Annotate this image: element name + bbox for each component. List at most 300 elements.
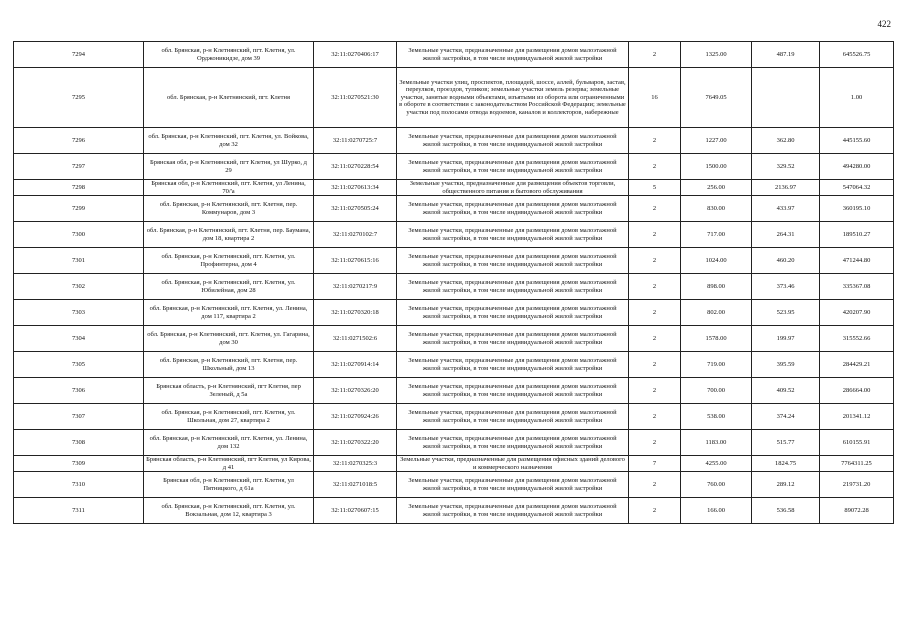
cell-cadastral-value-text: 494280.00	[842, 162, 871, 170]
cell-cadastral-value	[820, 248, 894, 274]
cell-area-text: 719.00	[707, 360, 725, 368]
cell-address	[144, 326, 314, 352]
cell-use-group	[629, 196, 681, 222]
cell-cadastral-number	[314, 248, 397, 274]
cell-permitted-use	[397, 180, 629, 196]
cell-cadastral-value	[820, 378, 894, 404]
cell-area-text: 4255.00	[705, 459, 727, 467]
cell-use-group-text: 5	[652, 183, 657, 191]
cell-area	[681, 498, 752, 524]
cell-record-number-text: 7296	[72, 136, 85, 144]
table-body	[14, 42, 894, 524]
cell-cadastral-number	[314, 68, 397, 128]
cell-address	[144, 154, 314, 180]
cell-use-group-text: 2	[652, 256, 657, 264]
cell-record-number-text: 7297	[72, 162, 85, 170]
cell-permitted-use	[397, 274, 629, 300]
cell-cadastral-number-text: 32:11:0271018:5	[332, 480, 378, 488]
cell-permitted-use-text: Земельные участки, предназначенные для размещения домов малоэтажной жилой застройки, в том числе индивидуальной жилой застройки	[408, 305, 617, 320]
cell-specific-value	[752, 68, 820, 128]
cell-cadastral-number	[314, 128, 397, 154]
cell-record-number-text: 7306	[72, 386, 85, 394]
cell-specific-value-text: 373.46	[776, 282, 795, 290]
cell-area-text: 1578.00	[705, 334, 727, 342]
cell-record-number-text: 7311	[72, 506, 85, 514]
table-row	[14, 300, 894, 326]
cell-use-group-text: 2	[652, 136, 657, 144]
cell-permitted-use	[397, 472, 629, 498]
cell-address	[144, 128, 314, 154]
cell-permitted-use-text: Земельные участки, предназначенные для размещения домов малоэтажной жилой застройки, в том числе индивидуальной жилой застройки	[408, 435, 617, 450]
cell-cadastral-value-text: 610155.91	[842, 438, 871, 446]
cell-area	[681, 248, 752, 274]
cell-area	[681, 378, 752, 404]
cell-permitted-use-text: Земельные участки, предназначенные для размещения домов малоэтажной жилой застройки, в том числе индивидуальной жилой застройки	[408, 279, 617, 294]
cell-permitted-use-text: Земельные участки, предназначенные для размещения домов малоэтажной жилой застройки, в том числе индивидуальной жилой застройки	[408, 47, 617, 62]
cell-record-number	[14, 404, 144, 430]
cell-cadastral-value-text: 286664.00	[842, 386, 871, 394]
cell-use-group-text: 2	[652, 162, 657, 170]
cell-specific-value	[752, 326, 820, 352]
cell-use-group	[629, 42, 681, 68]
cell-use-group	[629, 222, 681, 248]
cell-address	[144, 430, 314, 456]
cell-address-text: обл. Брянская, р-н Клетнянский, пгт. Клетня, ул. Юбилейная, дом 28	[161, 279, 296, 294]
cell-address	[144, 456, 314, 472]
cell-use-group-text: 2	[652, 386, 657, 394]
cell-specific-value-text: 289.12	[776, 480, 795, 488]
cell-permitted-use-text: Земельные участки, предназначенные для размещения домов малоэтажной жилой застройки, в том числе индивидуальной жилой застройки	[408, 383, 617, 398]
cell-permitted-use-text: Земельные участки, предназначенные для размещения объектов торговли, общественного питания и бытового обслуживания	[409, 180, 616, 195]
cell-specific-value-text: 264.31	[776, 230, 795, 238]
cell-cadastral-number	[314, 274, 397, 300]
cell-cadastral-value	[820, 456, 894, 472]
cell-permitted-use	[397, 248, 629, 274]
cell-specific-value-text: 515.77	[776, 438, 795, 446]
cell-record-number-text: 7307	[72, 412, 85, 420]
table-row	[14, 326, 894, 352]
cell-address-text: обл. Брянская, р-н Клетнянский, пгт. Клетня	[167, 93, 290, 101]
cell-area	[681, 300, 752, 326]
cell-area	[681, 326, 752, 352]
table-row	[14, 222, 894, 248]
cell-area	[681, 352, 752, 378]
cell-area	[681, 128, 752, 154]
cell-address	[144, 68, 314, 128]
cell-cadastral-number-text: 32:11:0270521:30	[331, 93, 379, 101]
cell-record-number	[14, 180, 144, 196]
cell-record-number-text: 7308	[72, 438, 85, 446]
cell-cadastral-value-text: 645526.75	[842, 50, 871, 58]
page-number: 422	[877, 19, 891, 29]
cell-address-text: обл. Брянская, р-н Клетнянский, пгт. Клетня, ул. Орджоникидзе, дом 39	[161, 47, 296, 62]
cell-specific-value	[752, 472, 820, 498]
cell-cadastral-value	[820, 472, 894, 498]
cell-area-text: 1183.00	[705, 438, 727, 446]
cell-use-group-text: 2	[652, 480, 657, 488]
cell-cadastral-number-text: 32:11:0270102:7	[332, 230, 378, 238]
cell-use-group	[629, 128, 681, 154]
cell-cadastral-number-text: 32:11:0270505:24	[331, 204, 379, 212]
cell-area	[681, 456, 752, 472]
cell-area-text: 1325.00	[705, 50, 727, 58]
cell-specific-value	[752, 300, 820, 326]
cell-use-group-text: 2	[652, 438, 657, 446]
cell-cadastral-number	[314, 404, 397, 430]
cell-address-text: Брянская область, р-н Клетнянский, пгт Клетня, пер Зеленый, д 5а	[156, 383, 301, 398]
cell-record-number	[14, 498, 144, 524]
cell-address-text: обл. Брянская, р-н Клетнянский, пгт. Клетня, ул. Школьная, дом 27, квартира 2	[161, 409, 296, 424]
cell-record-number	[14, 378, 144, 404]
cell-permitted-use-text: Земельные участки, предназначенные для размещения офисных зданий делового и коммерческого назначения	[400, 456, 625, 471]
cell-record-number	[14, 472, 144, 498]
cell-permitted-use	[397, 68, 629, 128]
cell-permitted-use-text: Земельные участки, предназначенные для размещения домов малоэтажной жилой застройки, в том числе индивидуальной жилой застройки	[408, 253, 617, 268]
cell-address	[144, 274, 314, 300]
cell-use-group-text: 2	[652, 230, 657, 238]
cell-record-number-text: 7310	[72, 480, 85, 488]
cell-record-number-text: 7304	[72, 334, 85, 342]
table-row	[14, 196, 894, 222]
cell-use-group-text: 2	[652, 282, 657, 290]
cell-record-number	[14, 68, 144, 128]
cell-use-group	[629, 300, 681, 326]
cell-permitted-use-text: Земельные участки, предназначенные для размещения домов малоэтажной жилой застройки, в том числе индивидуальной жилой застройки	[408, 227, 617, 242]
cell-permitted-use	[397, 222, 629, 248]
cell-specific-value-text: 433.97	[776, 204, 795, 212]
cell-specific-value-text: 395.59	[776, 360, 795, 368]
cell-cadastral-number-text: 32:11:0270217:9	[332, 282, 378, 290]
cell-cadastral-value	[820, 430, 894, 456]
cell-cadastral-value-text: 7764311.25	[841, 459, 872, 467]
cell-cadastral-number	[314, 196, 397, 222]
cell-cadastral-number-text: 32:11:0271502:6	[332, 334, 378, 342]
cell-cadastral-number-text: 32:11:0270725:7	[332, 136, 378, 144]
cell-address	[144, 378, 314, 404]
cell-area	[681, 68, 752, 128]
cell-address-text: обл. Брянская, р-н Клетнянский, пгт. Клетня, пер. Школьный, дом 13	[159, 357, 298, 372]
table-row	[14, 352, 894, 378]
cell-address-text: обл. Брянская, р-н Клетнянский, пгт. Клетня, ул. Войкова, дом 32	[148, 133, 309, 148]
cell-cadastral-number-text: 32:11:0270322:20	[331, 438, 379, 446]
cell-specific-value	[752, 404, 820, 430]
cell-area-text: 898.00	[707, 282, 725, 290]
cell-cadastral-number	[314, 472, 397, 498]
cell-cadastral-number	[314, 430, 397, 456]
cell-address	[144, 472, 314, 498]
cell-area	[681, 430, 752, 456]
cell-record-number-text: 7303	[72, 308, 85, 316]
cell-cadastral-number-text: 32:11:0270615:16	[331, 256, 379, 264]
cell-use-group	[629, 154, 681, 180]
cell-area-text: 256.00	[707, 183, 725, 191]
cell-specific-value-text: 536.58	[776, 506, 795, 514]
cell-area-text: 7649.05	[705, 93, 727, 101]
cell-address	[144, 42, 314, 68]
cell-area	[681, 222, 752, 248]
cell-record-number-text: 7302	[72, 282, 85, 290]
cell-cadastral-number	[314, 352, 397, 378]
cell-address	[144, 248, 314, 274]
cell-specific-value	[752, 128, 820, 154]
cell-area	[681, 274, 752, 300]
cell-cadastral-value-text: 471244.80	[842, 256, 871, 264]
cell-record-number	[14, 196, 144, 222]
cell-cadastral-value-text: 189510.27	[842, 230, 871, 238]
cell-specific-value-text: 460.20	[776, 256, 795, 264]
cell-address-text: обл. Брянская, р-н Клетнянский, пгт. Клетня, пер. Коммунаров, дом 3	[159, 201, 298, 216]
cell-record-number	[14, 352, 144, 378]
cell-cadastral-value-text: 1.00	[850, 93, 863, 101]
cell-record-number	[14, 456, 144, 472]
cell-specific-value	[752, 180, 820, 196]
cell-address-text: обл. Брянская, р-н Клетнянский, пгт. Клетня, ул. Ленина, дом 117, квартира 2	[149, 305, 308, 320]
cell-specific-value	[752, 222, 820, 248]
cell-use-group-text: 2	[652, 334, 657, 342]
cell-specific-value	[752, 154, 820, 180]
cell-cadastral-value	[820, 68, 894, 128]
cell-specific-value	[752, 378, 820, 404]
cell-address-text: обл. Брянская, р-н Клетнянский, пгт. Клетня, ул. Ленина, дом 132	[149, 435, 308, 450]
cell-permitted-use-text: Земельные участки, предназначенные для размещения домов малоэтажной жилой застройки, в том числе индивидуальной жилой застройки	[408, 357, 617, 372]
cell-address-text: обл. Брянская, р-н Клетнянский, пгт. Клетня, ул. Гагарина, дом 30	[147, 331, 310, 346]
cell-area-text: 802.00	[707, 308, 725, 316]
cell-record-number	[14, 300, 144, 326]
cell-permitted-use	[397, 404, 629, 430]
table-row	[14, 42, 894, 68]
cell-permitted-use	[397, 456, 629, 472]
cell-specific-value-text: 329.52	[776, 162, 795, 170]
cell-use-group	[629, 68, 681, 128]
cell-area-text: 760.00	[707, 480, 725, 488]
table-row	[14, 472, 894, 498]
cell-address	[144, 222, 314, 248]
cell-area-text: 700.00	[707, 386, 725, 394]
cell-specific-value-text: 409.52	[776, 386, 795, 394]
table-row	[14, 68, 894, 128]
cell-use-group-text: 2	[652, 308, 657, 316]
cell-use-group	[629, 378, 681, 404]
cell-record-number-text: 7295	[72, 93, 85, 101]
cell-use-group-text: 16	[651, 93, 658, 101]
cell-cadastral-value-text: 201341.12	[842, 412, 871, 420]
cell-use-group	[629, 498, 681, 524]
cell-area-text: 1227.00	[705, 136, 727, 144]
cell-address	[144, 196, 314, 222]
cell-record-number	[14, 274, 144, 300]
cell-area	[681, 180, 752, 196]
cell-use-group	[629, 456, 681, 472]
cell-permitted-use-text: Земельные участки, предназначенные для размещения домов малоэтажной жилой застройки, в том числе индивидуальной жилой застройки	[408, 477, 617, 492]
cell-record-number-text: 7301	[72, 256, 85, 264]
cell-specific-value-text: 487.19	[776, 50, 795, 58]
cell-area	[681, 472, 752, 498]
cell-cadastral-value	[820, 326, 894, 352]
cell-specific-value-text: 1824.75	[774, 459, 797, 467]
cell-specific-value-text: 2136.97	[774, 183, 797, 191]
cell-address-text: Брянская обл, р-н Клетнянский, пгт. Клетня, ул Ленина, 70/'а	[151, 180, 306, 195]
cell-specific-value	[752, 248, 820, 274]
cell-cadastral-number-text: 32:11:0270914:14	[331, 360, 379, 368]
cell-use-group-text: 2	[652, 50, 657, 58]
cell-area	[681, 154, 752, 180]
cell-permitted-use-text: Земельные участки, предназначенные для размещения домов малоэтажной жилой застройки, в том числе индивидуальной жилой застройки	[408, 331, 617, 346]
cell-address-text: Брянская обл, р-н Клетнянский, пгт Клетня, ул Шурко, д 29	[150, 159, 307, 174]
cell-permitted-use	[397, 154, 629, 180]
cell-specific-value-text: 523.95	[776, 308, 795, 316]
cell-area	[681, 196, 752, 222]
cell-record-number-text: 7294	[72, 50, 85, 58]
cell-specific-value	[752, 352, 820, 378]
cell-cadastral-value	[820, 404, 894, 430]
cell-use-group-text: 7	[652, 459, 657, 467]
cell-area-text: 1024.00	[705, 256, 727, 264]
cadastral-value-table	[13, 41, 894, 524]
cell-record-number-text: 7298	[72, 183, 85, 191]
cell-cadastral-value	[820, 498, 894, 524]
cell-permitted-use-text: Земельные участки, предназначенные для размещения домов малоэтажной жилой застройки, в том числе индивидуальной жилой застройки	[408, 133, 617, 148]
cell-cadastral-number-text: 32:11:0270607:15	[331, 506, 379, 514]
cell-record-number	[14, 326, 144, 352]
table-row	[14, 274, 894, 300]
cell-cadastral-number	[314, 378, 397, 404]
cell-address	[144, 498, 314, 524]
cell-specific-value-text: 374.24	[776, 412, 795, 420]
cell-cadastral-value	[820, 222, 894, 248]
cell-use-group	[629, 430, 681, 456]
cell-area-text: 166.00	[707, 506, 725, 514]
cell-cadastral-value-text: 547064.32	[842, 183, 871, 191]
cell-cadastral-value	[820, 42, 894, 68]
cell-address	[144, 300, 314, 326]
table-row	[14, 378, 894, 404]
cell-permitted-use	[397, 378, 629, 404]
cell-record-number	[14, 248, 144, 274]
cell-permitted-use	[397, 42, 629, 68]
cell-area	[681, 404, 752, 430]
cell-record-number-text: 7305	[72, 360, 85, 368]
cell-specific-value	[752, 498, 820, 524]
cell-address-text: обл. Брянская, р-н Клетнянский, пгт. Клетня, пер. Баумана, дом 18, квартира 2	[146, 227, 311, 242]
cell-record-number	[14, 128, 144, 154]
cell-cadastral-number	[314, 154, 397, 180]
table-row	[14, 404, 894, 430]
cell-permitted-use	[397, 326, 629, 352]
table-row	[14, 180, 894, 196]
table-row	[14, 248, 894, 274]
cell-use-group	[629, 326, 681, 352]
table-row	[14, 456, 894, 472]
cell-cadastral-number	[314, 300, 397, 326]
cell-permitted-use	[397, 196, 629, 222]
cell-record-number	[14, 222, 144, 248]
cell-address-text: обл. Брянская, р-н Клетнянский, пгт. Клетня, ул. Профинтерна, дом 4	[161, 253, 296, 268]
table-row	[14, 154, 894, 180]
cell-cadastral-number	[314, 456, 397, 472]
cell-record-number	[14, 154, 144, 180]
cell-record-number	[14, 42, 144, 68]
cell-area	[681, 42, 752, 68]
cell-cadastral-number	[314, 180, 397, 196]
cell-cadastral-value	[820, 128, 894, 154]
cell-cadastral-value	[820, 196, 894, 222]
cell-use-group-text: 2	[652, 412, 657, 420]
cell-area-text: 1500.00	[705, 162, 727, 170]
cell-cadastral-value-text: 219731.20	[842, 480, 871, 488]
cell-cadastral-number	[314, 222, 397, 248]
cell-cadastral-number-text: 32:11:0270924:26	[331, 412, 379, 420]
cell-cadastral-number-text: 32:11:0270228:54	[331, 162, 379, 170]
cell-cadastral-value-text: 420207.90	[842, 308, 871, 316]
cell-cadastral-value-text: 335367.08	[842, 282, 871, 290]
cell-cadastral-value-text: 445155.60	[842, 136, 871, 144]
cell-specific-value	[752, 196, 820, 222]
cell-cadastral-value	[820, 154, 894, 180]
cell-permitted-use-text: Земельные участки улиц, проспектов, площадей, шоссе, аллей, бульваров, застав, переулков, проездов, тупиков; земельные участки земель резерва; земельные участки, занятые водными объектами, изъятыми из оборота или ограниченными в обороте в соответствии с законодательством Российской Федерации; земельные участки под полосами отвода водоемов, каналов и коллекторов, набережные	[399, 78, 626, 116]
cell-permitted-use-text: Земельные участки, предназначенные для размещения домов малоэтажной жилой застройки, в том числе индивидуальной жилой застройки	[408, 503, 617, 518]
cell-use-group	[629, 180, 681, 196]
cell-specific-value-text: 199.97	[776, 334, 795, 342]
cell-cadastral-number	[314, 326, 397, 352]
cell-use-group	[629, 352, 681, 378]
cell-cadastral-number	[314, 498, 397, 524]
cell-permitted-use	[397, 498, 629, 524]
cell-record-number-text: 7299	[72, 204, 85, 212]
table-row	[14, 128, 894, 154]
cell-cadastral-number-text: 32:11:0270325:3	[332, 459, 378, 467]
cell-cadastral-value	[820, 352, 894, 378]
cell-specific-value	[752, 274, 820, 300]
cell-area-text: 538.00	[707, 412, 725, 420]
cell-use-group	[629, 472, 681, 498]
cell-area-text: 717.00	[707, 230, 725, 238]
cell-address	[144, 180, 314, 196]
cell-specific-value	[752, 430, 820, 456]
cell-cadastral-number-text: 32:11:0270320:18	[331, 308, 379, 316]
cell-record-number-text: 7309	[72, 459, 85, 467]
cell-specific-value	[752, 456, 820, 472]
cell-area-text: 830.00	[707, 204, 725, 212]
cell-use-group-text: 2	[652, 204, 657, 212]
cell-permitted-use-text: Земельные участки, предназначенные для размещения домов малоэтажной жилой застройки, в том числе индивидуальной жилой застройки	[408, 159, 617, 174]
cell-cadastral-number	[314, 42, 397, 68]
cell-address	[144, 404, 314, 430]
cell-use-group	[629, 274, 681, 300]
cell-permitted-use	[397, 128, 629, 154]
cell-cadastral-value	[820, 274, 894, 300]
cell-address	[144, 352, 314, 378]
cell-cadastral-number-text: 32:11:0270406:17	[331, 50, 379, 58]
table-row	[14, 498, 894, 524]
cell-specific-value-text: 362.80	[776, 136, 795, 144]
cell-record-number-text: 7300	[72, 230, 85, 238]
cell-cadastral-value	[820, 300, 894, 326]
cell-address-text: обл. Брянская, р-н Клетнянский, пгт. Клетня, ул. Вокзальная, дом 12, квартира 3	[161, 503, 296, 518]
cell-cadastral-value-text: 315552.66	[842, 334, 871, 342]
cell-cadastral-value-text: 284429.21	[842, 360, 871, 368]
cell-address-text: Брянская обл, р-н Клетнянский, пгт. Клетня, ул Пятницкого, д 61а	[163, 477, 294, 492]
cell-cadastral-value	[820, 180, 894, 196]
cell-permitted-use	[397, 430, 629, 456]
cell-address-text: Брянская область, р-н Клетнянский, пгт Клетня, ул Кирова, д 41	[146, 456, 311, 471]
cell-permitted-use-text: Земельные участки, предназначенные для размещения домов малоэтажной жилой застройки, в том числе индивидуальной жилой застройки	[408, 409, 617, 424]
cell-cadastral-number-text: 32:11:0270613:34	[331, 183, 379, 191]
cell-use-group-text: 2	[652, 506, 657, 514]
cell-record-number	[14, 430, 144, 456]
cell-use-group	[629, 248, 681, 274]
cell-specific-value	[752, 42, 820, 68]
cell-use-group-text: 2	[652, 360, 657, 368]
